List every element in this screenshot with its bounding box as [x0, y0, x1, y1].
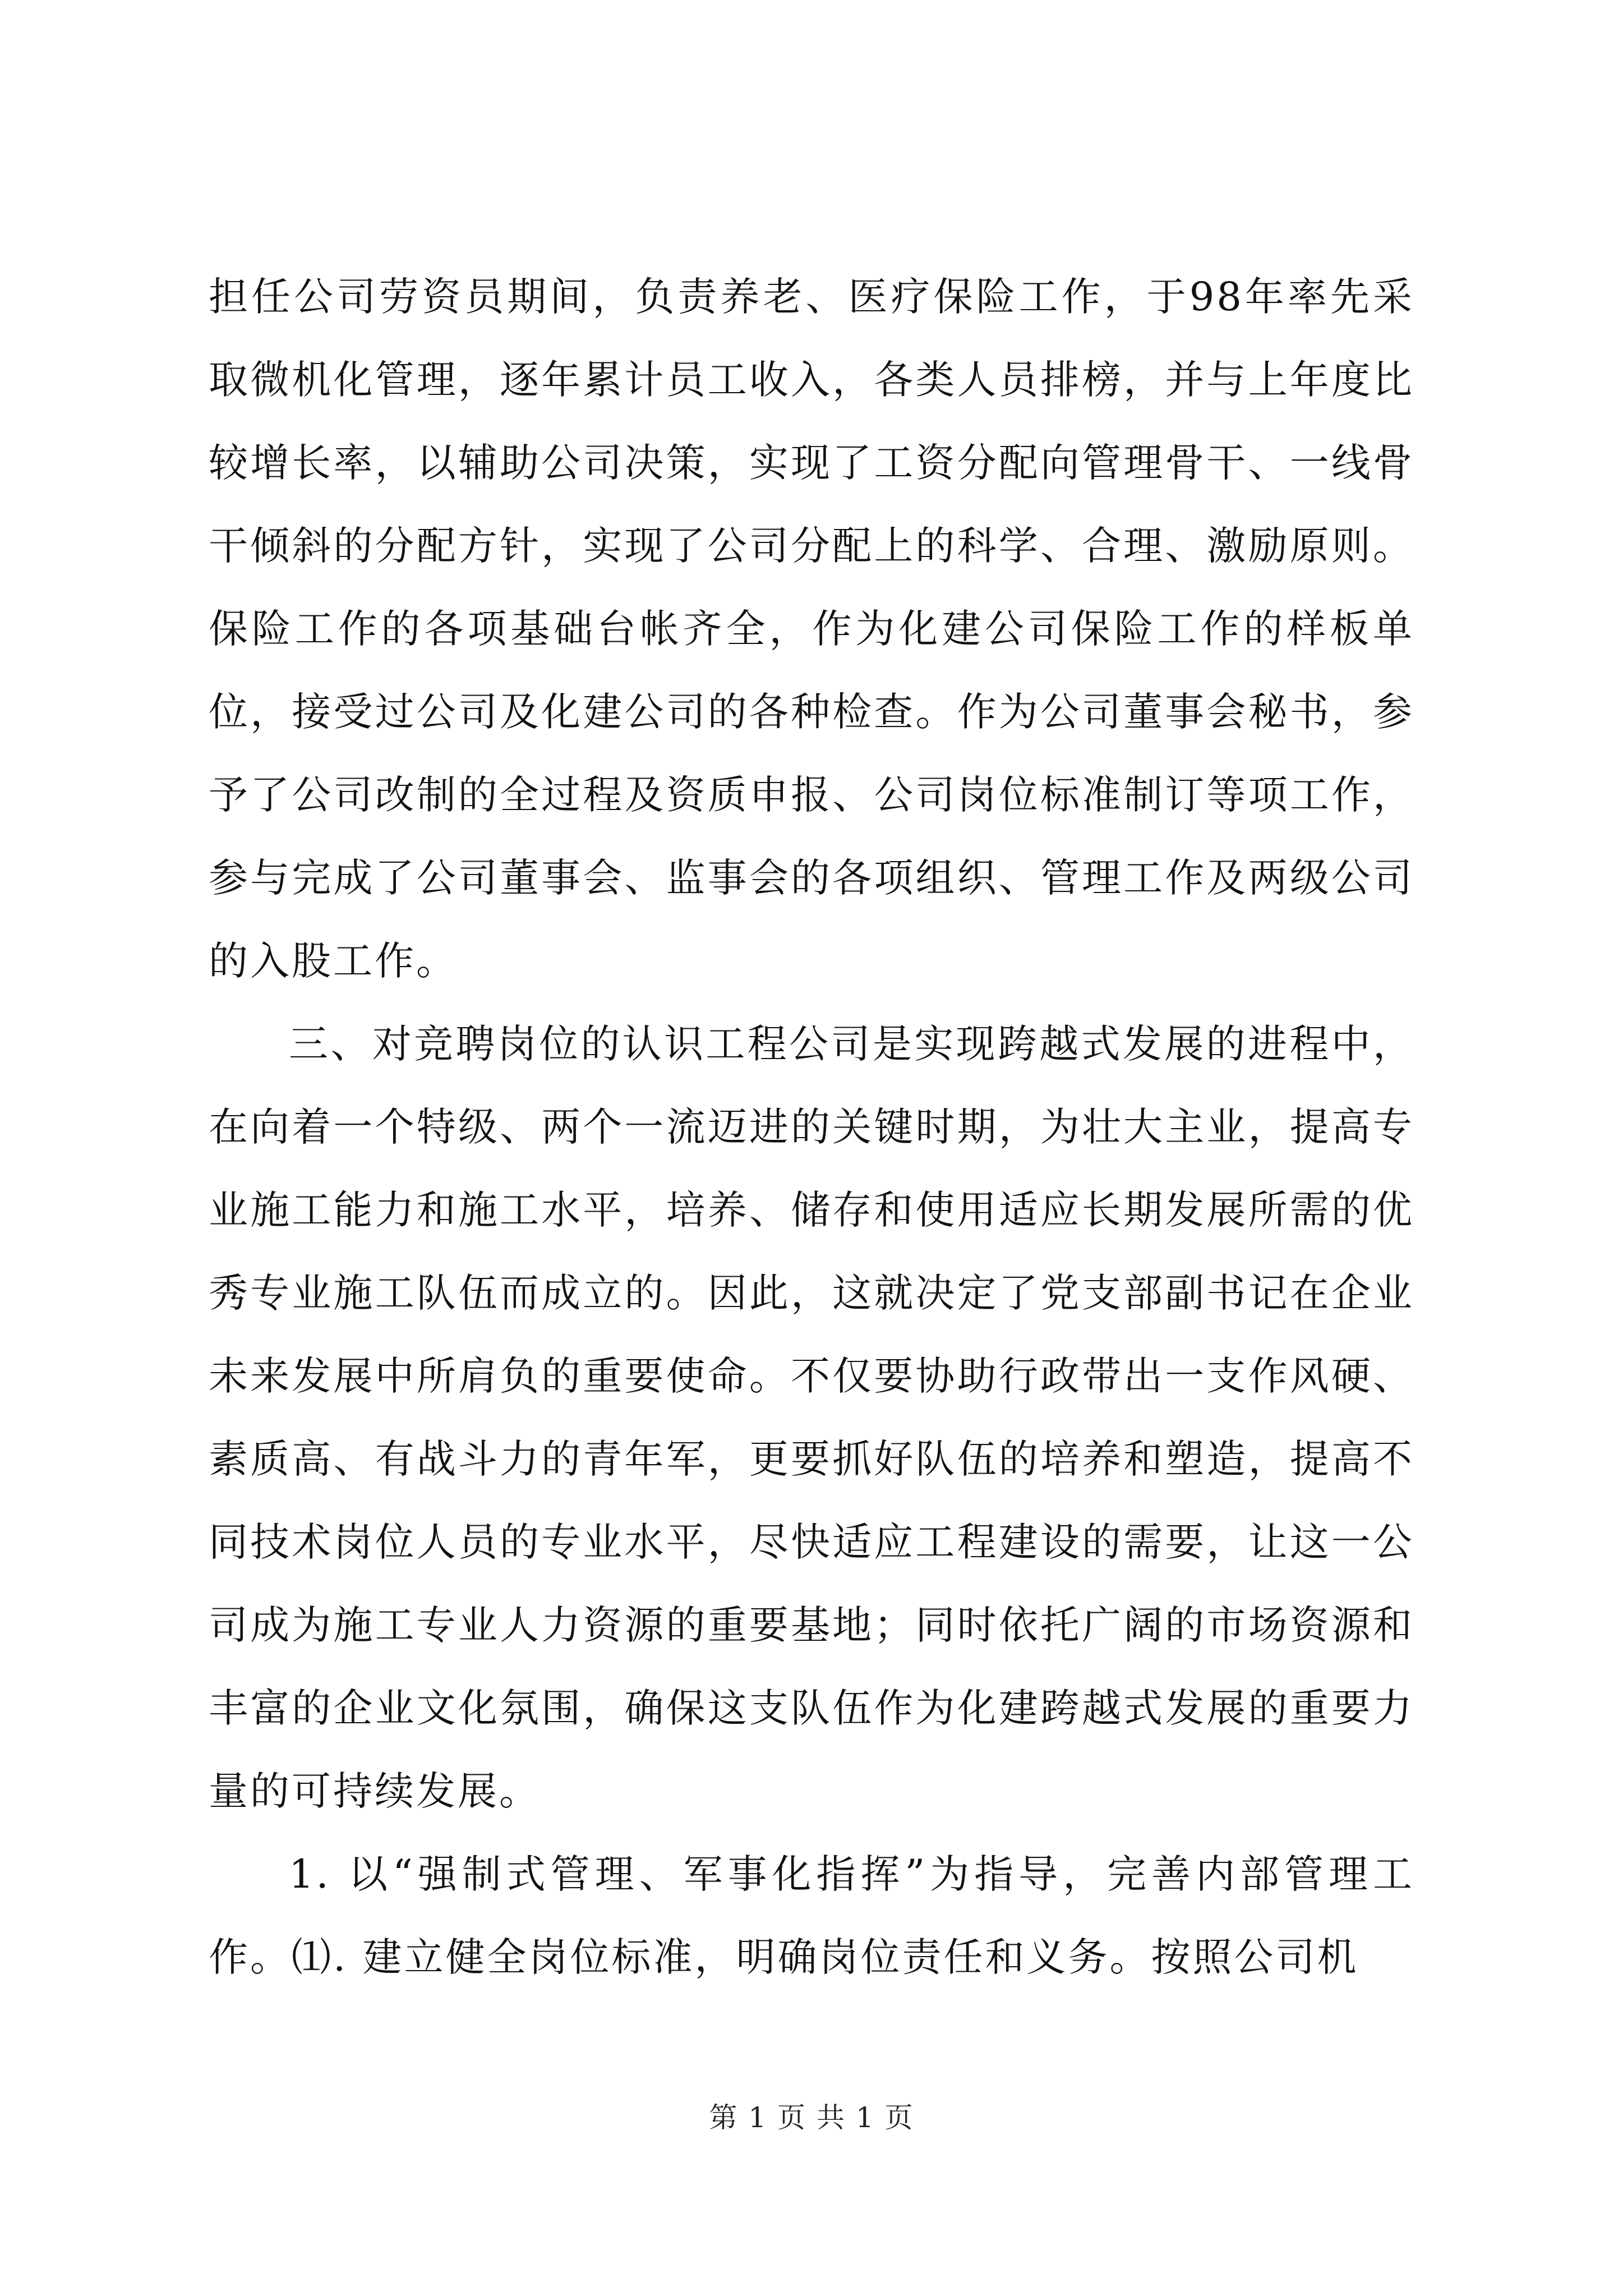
paragraph-1: 担任公司劳资员期间，负责养老、医疗保险工作，于98年率先采取微机化管理，逐年累计员工收入，各类人员排榜，并与上年度比较增长率，以辅助公司决策，实现了工资分配向管理骨干、一线骨干倾斜的分配方针，实现了公司分配上的科学、合理、激励原则。保险工作的各项基础台帐齐全，作为化建公司保险工作的样板单位，接受过公司及化建公司的各种检查。作为公司董事会秘书，参予了公司改制的全过程及资质申报、公司岗位标准制订等项工作，参与完成了公司董事会、监事会的各项组织、管理工作及两级公司的入股工作。	[209, 274, 1414, 984]
page-footer: 第 1 页 共 1 页	[709, 2101, 914, 2134]
paragraph-3: 1. 以“强制式管理、军事化指挥”为指导，完善内部管理工作。⑴. 建立健全岗位标准，明确岗位责任和义务。按照公司机	[209, 1851, 1414, 1980]
paragraph-2: 三、对竞聘岗位的认识工程公司是实现跨越式发展的进程中，在向着一个特级、两个一流迈进的关键时期，为壮大主业，提高专业施工能力和施工水平，培养、储存和使用适应长期发展所需的优秀专业施工队伍而成立的。因此，这就决定了党支部副书记在企业未来发展中所肩负的重要使命。不仅要协助行政带出一支作风硬、素质高、有战斗力的青年军，更要抓好队伍的培养和塑造，提高不同技术岗位人员的专业水平，尽快适应工程建设的需要，让这一公司成为施工专业人力资源的重要基地；同时依托广阔的市场资源和丰富的企业文化氛围，确保这支队伍作为化建跨越式发展的重要力量的可持续发展。	[209, 1021, 1414, 1814]
document-body	[209, 255, 1414, 1999]
